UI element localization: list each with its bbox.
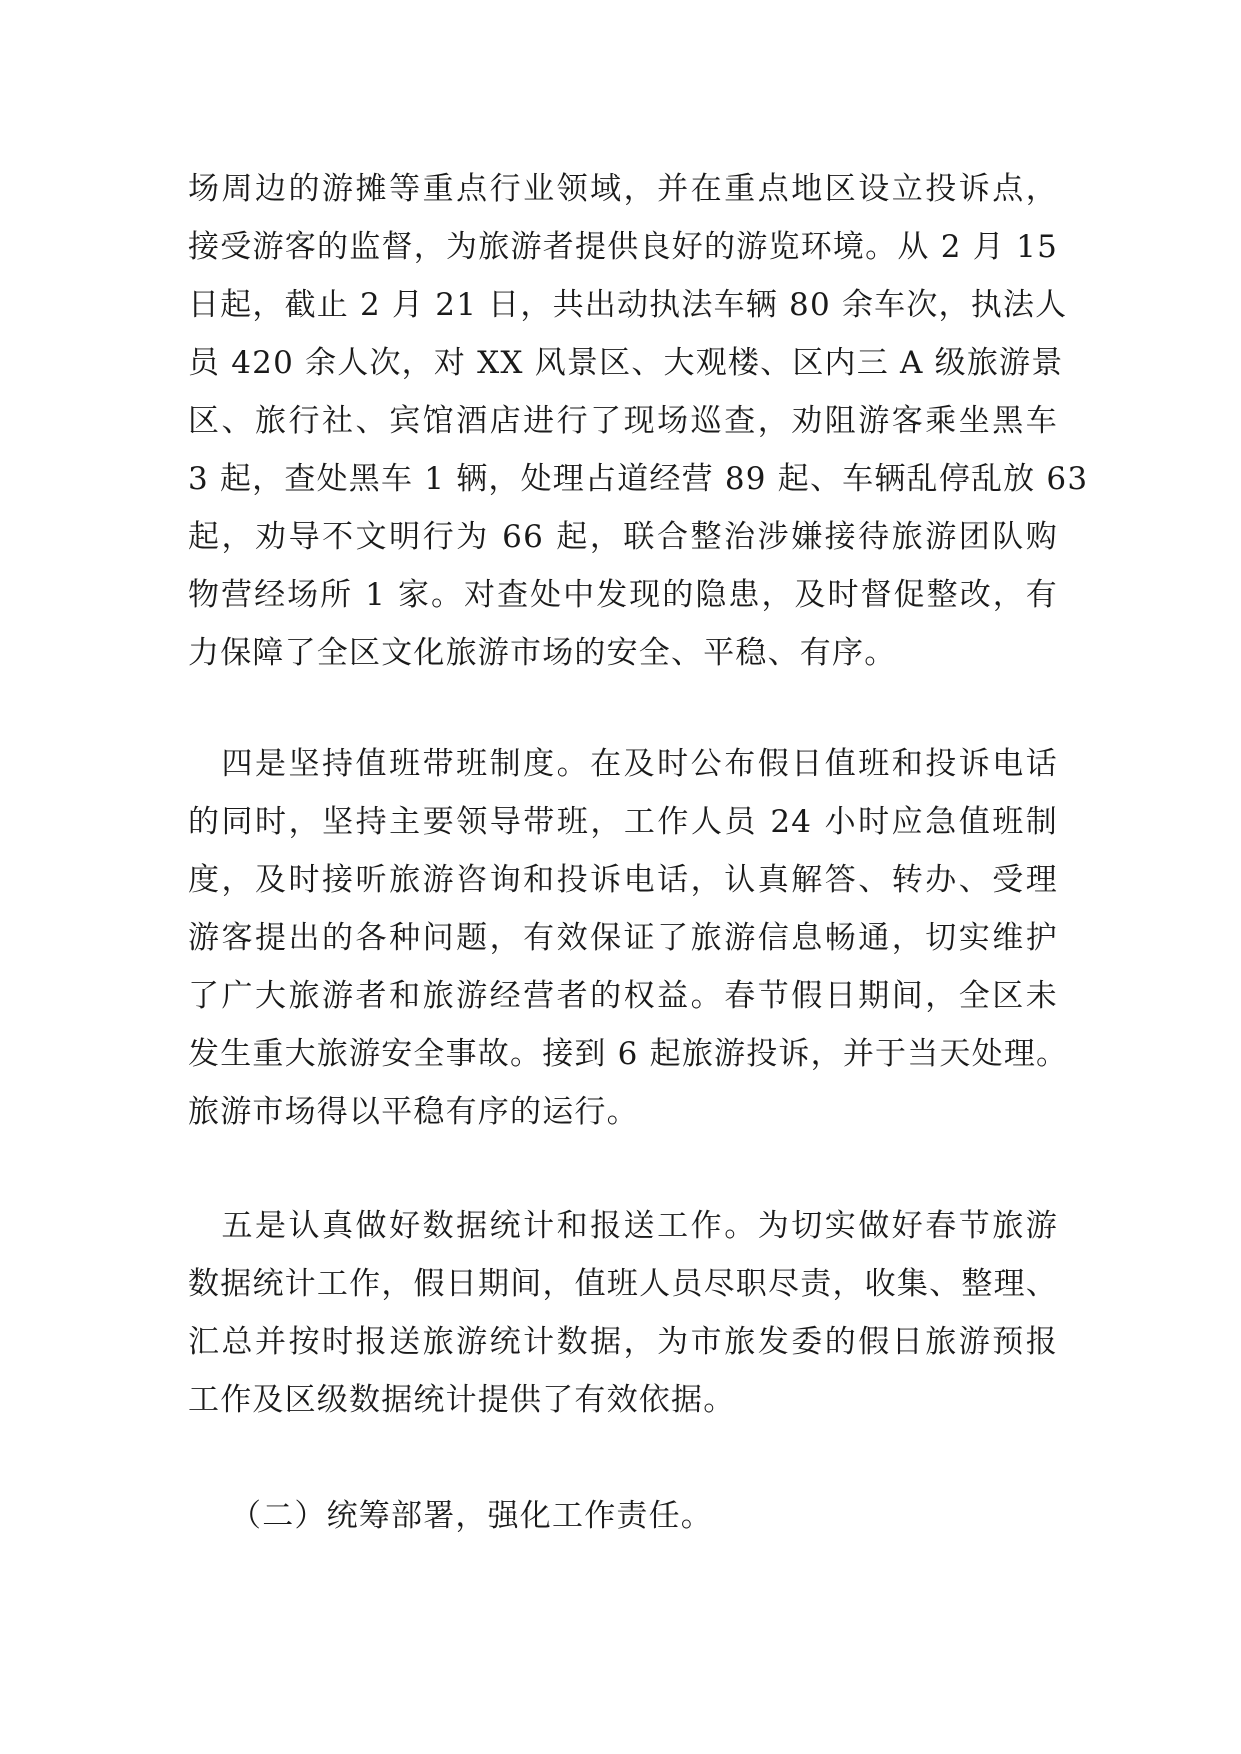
text-line: 起，劝导不文明行为 66 起，联合整治涉嫌接待旅游团队购	[188, 519, 1058, 555]
text-line: 数据统计工作，假日期间，值班人员尽职尽责，收集、整理、	[188, 1266, 1058, 1302]
text-line: 旅游市场得以平稳有序的运行。	[188, 1094, 639, 1130]
heading-text: （二）统筹部署，强化工作责任。	[230, 1498, 713, 1534]
text-line: 日起，截止 2 月 21 日，共出动执法车辆 80 余车次，执法人	[188, 287, 1068, 323]
text-line: 员 420 余人次，对 XX 风景区、大观楼、区内三 A 级旅游景	[188, 345, 1064, 381]
text-line: 了广大旅游者和旅游经营者的权益。春节假日期间，全区未	[188, 978, 1058, 1014]
text-line: 发生重大旅游安全事故。接到 6 起旅游投诉，并于当天处理。	[188, 1036, 1069, 1072]
text-line: 游客提出的各种问题，有效保证了旅游信息畅通，切实维护	[188, 920, 1058, 956]
text-line: 四是坚持值班带班制度。在及时公布假日值班和投诉电话	[188, 746, 1058, 782]
paragraph-statistics-reporting	[188, 1197, 1058, 1429]
text-line: 3 起，查处黑车 1 辆，处理占道经营 89 起、车辆乱停乱放 63	[188, 461, 1089, 497]
paragraph-market-inspection	[188, 160, 1089, 682]
text-line: 度，及时接听旅游咨询和投诉电话，认真解答、转办、受理	[188, 862, 1058, 898]
text-line: 场周边的游摊等重点行业领域，并在重点地区设立投诉点，	[188, 171, 1058, 207]
text-line: 工作及区级数据统计提供了有效依据。	[188, 1382, 736, 1418]
section-heading	[230, 1487, 1100, 1545]
text-line: 区、旅行社、宾馆酒店进行了现场巡查，劝阻游客乘坐黑车	[188, 403, 1058, 439]
text-line: 物营经场所 1 家。对查处中发现的隐患，及时督促整改，有	[188, 577, 1058, 613]
text-line: 汇总并按时报送旅游统计数据，为市旅发委的假日旅游预报	[188, 1324, 1058, 1360]
paragraph-duty-system	[188, 735, 1069, 1141]
text-line: 的同时，坚持主要领导带班，工作人员 24 小时应急值班制	[188, 804, 1058, 840]
text-line: 力保障了全区文化旅游市场的安全、平稳、有序。	[188, 635, 897, 671]
text-line: 接受游客的监督，为旅游者提供良好的游览环境。从 2 月 15	[188, 229, 1058, 265]
text-line: 五是认真做好数据统计和报送工作。为切实做好春节旅游	[188, 1208, 1058, 1244]
